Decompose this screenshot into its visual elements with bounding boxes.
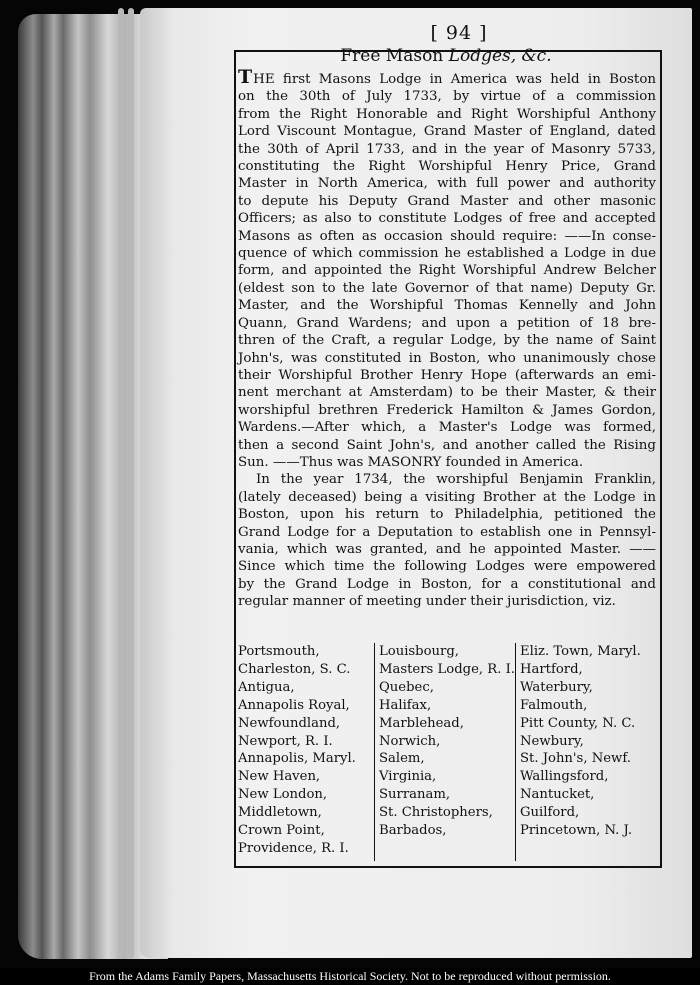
- text-line: [238, 245, 656, 262]
- lodge-entry: Annapolis, Maryl.: [238, 751, 356, 767]
- lodge-entry: Marblehead,: [379, 715, 464, 731]
- page-title: [236, 46, 656, 66]
- lodge-entry: Wallingsford,: [520, 769, 609, 785]
- lodge-entry: Eliz. Town, Maryl.: [520, 644, 641, 659]
- text-line-content: form, and appointed the Right Worshipful Andrew Belcher: [238, 263, 656, 279]
- lodge-entry: Norwich,: [379, 733, 441, 749]
- text-line-content: Master, and the Worshipful Thomas Kennelly and John: [238, 298, 656, 314]
- text-line-content: (eldest son to the late Governor of that name) Deputy Gr.: [238, 280, 656, 296]
- text-line: [238, 332, 656, 349]
- lodge-entry: Newport, R. I.: [238, 733, 333, 749]
- lodge-entry: Salem,: [379, 751, 425, 767]
- text-line: [238, 384, 656, 401]
- lodge-entry: Quebec,: [379, 679, 434, 695]
- lodge-entry: Masters Lodge, R. I.: [379, 661, 515, 677]
- page-edge: [118, 8, 124, 958]
- text-line: [238, 350, 656, 367]
- title-italic: Lodges, &c.: [448, 46, 552, 66]
- lodge-entry: Princetown, N. J.: [520, 823, 633, 839]
- lodge-entry: Waterbury,: [520, 679, 593, 695]
- lodge-entry: New Haven,: [238, 769, 321, 785]
- lodge-entry: Antigua,: [238, 679, 295, 695]
- lodge-entry: Providence, R. I.: [238, 840, 349, 856]
- lodge-entry: Charleston, S. C.: [238, 661, 351, 677]
- text-line-content: In the year 1734, the worshipful Benjamin Franklin,: [256, 472, 656, 488]
- text-line: [238, 402, 656, 419]
- text-line-content: thren of the Craft, a regular Lodge, by the name of Saint: [238, 333, 656, 349]
- page-edge: [128, 8, 134, 958]
- text-line: [238, 297, 656, 314]
- lodge-entry: St. Christophers,: [379, 805, 493, 821]
- text-line-content: HE first Masons Lodge in America was held in Boston: [253, 72, 656, 87]
- text-line-content: nent merchant at Amsterdam) to be their Master, & their: [238, 385, 656, 401]
- text-line-content: regular manner of meeting under their jurisdiction, viz.: [238, 594, 616, 610]
- text-line-content: Grand Lodge for a Deputation to establish one in Pennsyl-: [238, 524, 656, 540]
- text-line: [238, 123, 656, 140]
- text-line-content: quence of which commission he established a Lodge in due: [238, 246, 656, 262]
- text-line-content: vania, which was granted, and he appointed Master. ——: [238, 541, 656, 557]
- lodge-entry: Falmouth,: [520, 697, 588, 713]
- page-number: [ 94 ]: [430, 22, 488, 44]
- text-line-content: Officers; as also to constitute Lodges of free and accepted: [238, 211, 656, 227]
- text-line: [238, 471, 656, 488]
- drop-cap: T: [238, 66, 253, 88]
- text-line: [238, 228, 656, 245]
- lodge-entry: Newbury,: [520, 733, 584, 749]
- text-line: [238, 280, 656, 297]
- copyright-footer: From the Adams Family Papers, Massachusetts Historical Society. Not to be reproduced without permission.: [0, 968, 700, 985]
- text-line-content: on the 30th of July 1733, by virtue of a commission: [238, 89, 656, 105]
- text-line: [238, 193, 656, 210]
- lodge-entry: St. John's, Newf.: [520, 751, 631, 767]
- lodge-entry: Barbados,: [379, 823, 447, 839]
- text-line: [238, 454, 656, 471]
- text-line-content: Sun. ——Thus was MASONRY founded in America.: [238, 454, 584, 470]
- lodge-list: [238, 643, 656, 861]
- text-line-content: Since which time the following Lodges were empowered: [238, 559, 656, 575]
- text-line: [238, 506, 656, 523]
- text-line-content: constituting the Right Worshipful Henry Price, Grand: [238, 159, 656, 175]
- text-line: [238, 541, 656, 558]
- title-main: Free Mason: [340, 46, 444, 66]
- lodge-entry: Hartford,: [520, 661, 583, 677]
- text-line: [238, 262, 656, 279]
- text-line-content: from the Right Honorable and Right Worshipful Anthony: [238, 106, 656, 122]
- lodge-entry: Louisbourg,: [379, 644, 459, 659]
- lodge-entry: Crown Point,: [238, 823, 325, 839]
- lodge-column: [238, 643, 374, 861]
- text-line: [238, 175, 656, 192]
- lodge-entry: Pitt County, N. C.: [520, 715, 636, 731]
- text-line: [238, 66, 656, 88]
- text-line-content: Wardens.—After which, a Master's Lodge was formed,: [238, 420, 656, 436]
- text-line-content: the 30th of April 1733, and in the year of Masonry 5733,: [238, 141, 656, 157]
- text-line: [238, 593, 656, 610]
- lodge-entry: Virginia,: [379, 769, 437, 785]
- text-line-content: Boston, upon his return to Philadelphia, petitioned the: [238, 507, 656, 523]
- lodge-entry: Surranam,: [379, 787, 451, 803]
- text-line-content: Master in North America, with full power and authority: [238, 176, 656, 192]
- text-line-content: by the Grand Lodge in Boston, for a constitutional and: [238, 576, 656, 592]
- text-line: [238, 210, 656, 227]
- text-line: [238, 106, 656, 123]
- lodge-entry: Guilford,: [520, 805, 580, 821]
- lodge-entry: Annapolis Royal,: [238, 697, 350, 713]
- text-line-content: (lately deceased) being a visiting Brother at the Lodge in: [238, 489, 656, 505]
- text-line: [238, 524, 656, 541]
- text-line-content: their Worshipful Brother Henry Hope (afterwards an emi-: [238, 367, 656, 383]
- text-line-content: then a second Saint John's, and another called the Rising: [238, 437, 656, 453]
- text-line-content: Quann, Grand Wardens; and upon a petition of 18 bre-: [238, 315, 656, 331]
- text-line: [238, 419, 656, 436]
- lodge-entry: Nantucket,: [520, 787, 595, 803]
- lodge-entry: Portsmouth,: [238, 644, 320, 659]
- text-line-content: Masons as often as occasion should require: ——In conse-: [238, 228, 656, 244]
- lodge-entry: New London,: [238, 787, 328, 803]
- text-line-content: to depute his Deputy Grand Master and other masonic: [238, 193, 656, 209]
- lodge-entry: Middletown,: [238, 805, 322, 821]
- lodge-column: [374, 643, 515, 861]
- text-line-content: worshipful brethren Frederick Hamilton & James Gordon,: [238, 402, 656, 418]
- text-line-content: John's, was constituted in Boston, who unanimously chose: [238, 350, 656, 366]
- text-line: [238, 158, 656, 175]
- text-line: [238, 437, 656, 454]
- article-text: [238, 66, 656, 611]
- text-line: [238, 576, 656, 593]
- lodge-entry: Halifax,: [379, 697, 432, 713]
- lodge-entry: Newfoundland,: [238, 715, 341, 731]
- text-line: [238, 367, 656, 384]
- text-line: [238, 141, 656, 158]
- text-line-content: Lord Viscount Montague, Grand Master of England, dated: [238, 124, 656, 140]
- text-line: [238, 88, 656, 105]
- text-line: [238, 315, 656, 332]
- text-line: [238, 558, 656, 575]
- text-line: [238, 489, 656, 506]
- lodge-column: [515, 643, 656, 861]
